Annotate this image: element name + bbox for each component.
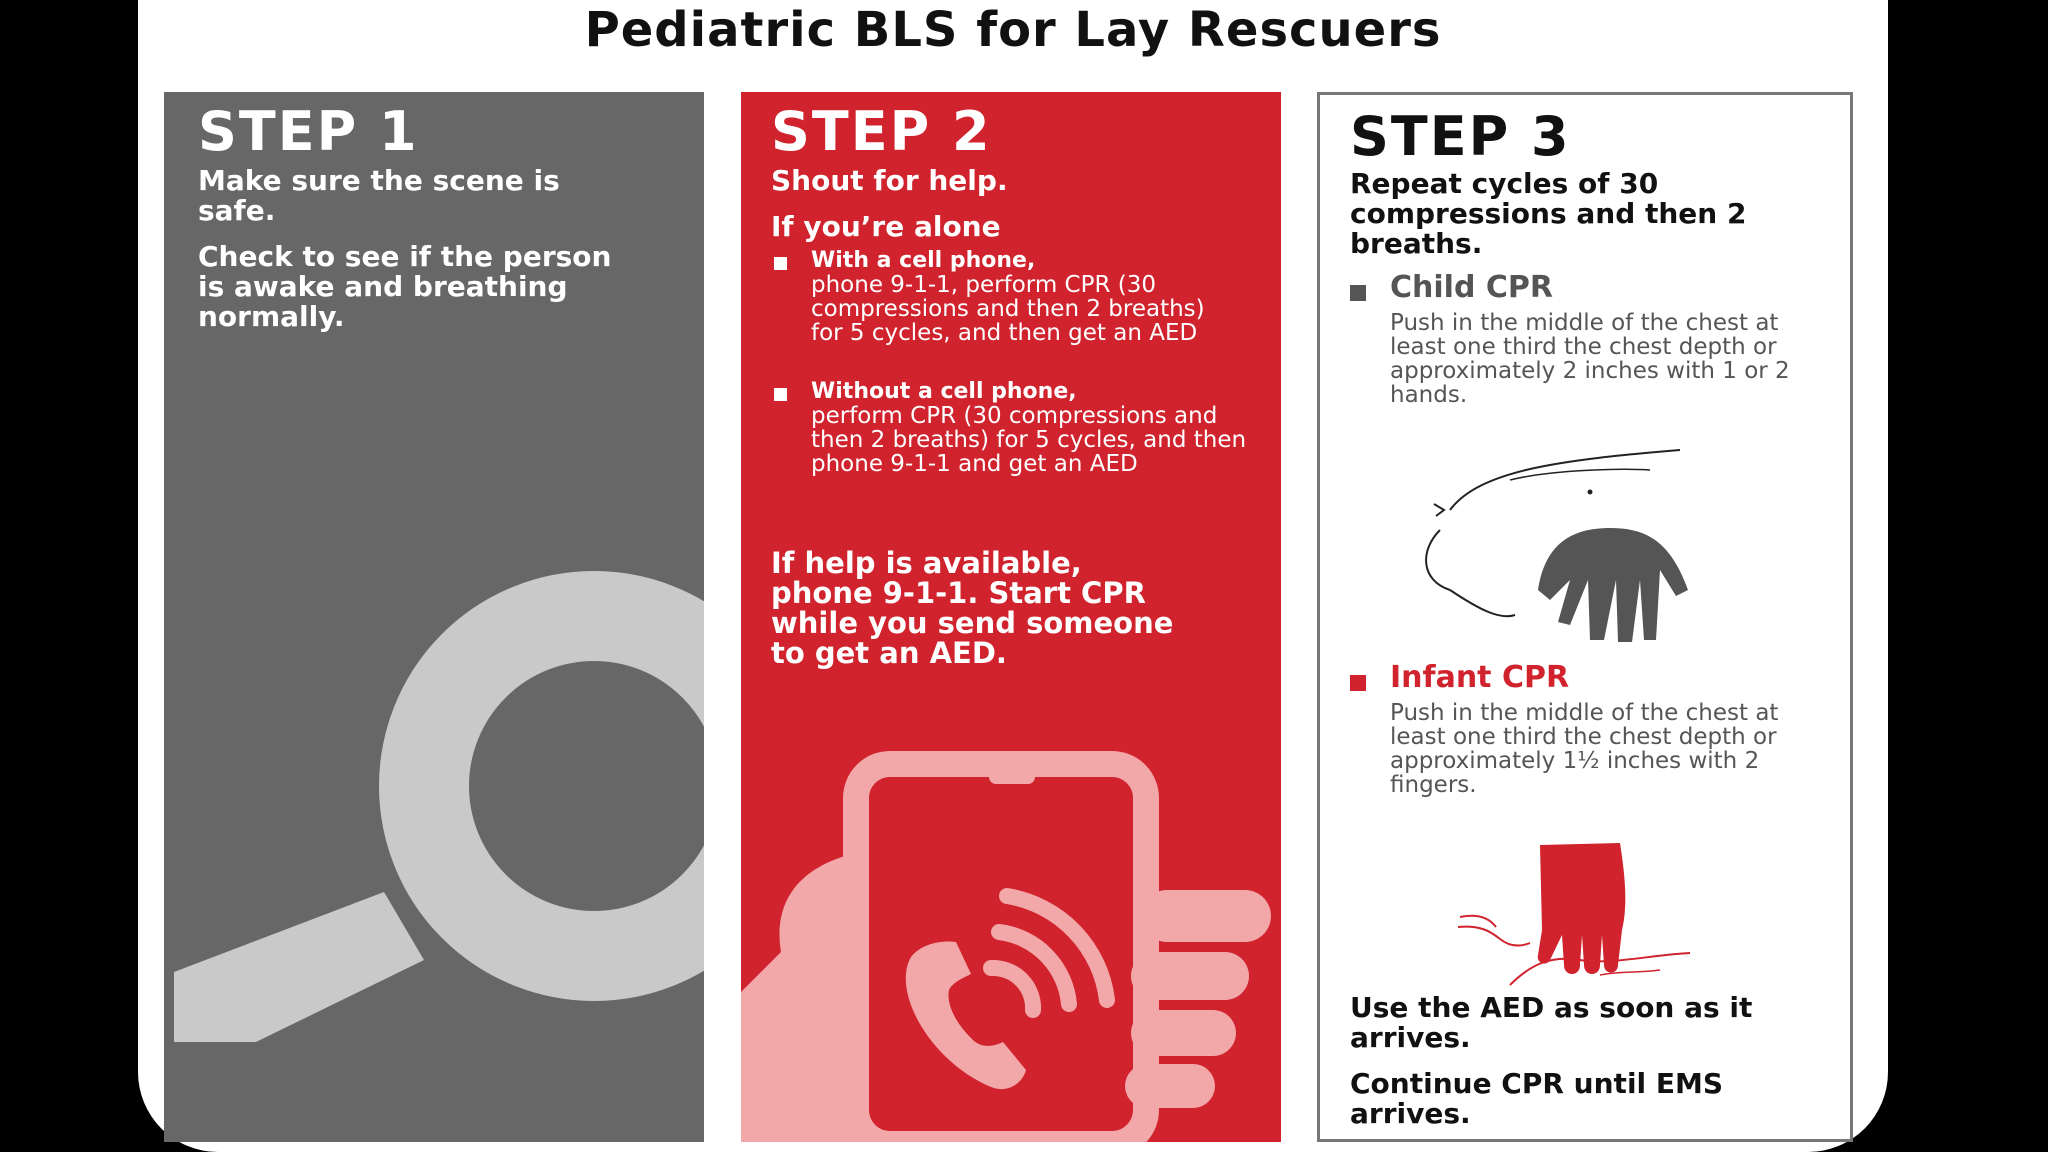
step2-bullet2-body: perform CPR (30 compressions and then 2 breaths) for 5 cycles, and then phone 9-1-1 and get an AED <box>811 403 1247 477</box>
step2-panel <box>741 92 1281 1142</box>
step1-scene-text: Make sure the scene is safe. <box>198 164 560 227</box>
page-title: Pediatric BLS for Lay Rescuers <box>584 2 1442 58</box>
step2-heading: STEP 2 <box>771 100 992 163</box>
step3-repeat-text: Repeat cycles of 30 compressions and then 2 breaths. <box>1350 167 1747 260</box>
step3-panel <box>1317 92 1853 1142</box>
bullet-icon <box>774 388 787 401</box>
step2-bullet2-lead: Without a cell phone, <box>811 379 1077 404</box>
step2-shout-text: Shout for help. <box>771 164 1008 197</box>
step2-bullet2 <box>811 379 1251 476</box>
child-cpr-heading: Child CPR <box>1390 270 1553 305</box>
bullet-icon <box>774 257 787 270</box>
continue-cpr-text: Continue CPR until EMS arrives. <box>1350 1067 1724 1130</box>
step1-panel <box>164 92 704 1142</box>
step1-check-text: Check to see if the person is awake and breathing normally. <box>198 240 612 333</box>
infant-cpr-body: Push in the middle of the chest at least one third the chest depth or approximately 1½ inches with 2 fingers. <box>1390 700 1779 798</box>
use-aed-text: Use the AED as soon as it arrives. <box>1350 991 1753 1054</box>
child-cpr-hand-icon <box>1420 440 1720 650</box>
step2-help-available: If help is available, phone 9-1-1. Start CPR while you send someone to get an AED. <box>771 546 1174 670</box>
bullet-icon <box>1350 675 1366 691</box>
infant-cpr-fingers-icon <box>1450 835 1730 995</box>
step3-heading: STEP 3 <box>1350 105 1571 168</box>
phone-in-hand-icon <box>741 742 1281 1142</box>
magnifying-glass-icon <box>164 522 704 1042</box>
step2-bullet1 <box>811 248 1241 345</box>
step2-alone-heading: If you’re alone <box>771 210 1001 243</box>
child-cpr-body: Push in the middle of the chest at least one third the chest depth or approximately 2 inches with 1 or 2 hands. <box>1390 310 1790 408</box>
step2-bullet1-lead: With a cell phone, <box>811 248 1036 273</box>
step2-bullet1-body: phone 9-1-1, perform CPR (30 compressions and then 2 breaths) for 5 cycles, and then get an AED <box>811 272 1205 346</box>
infant-cpr-heading: Infant CPR <box>1390 660 1570 695</box>
bullet-icon <box>1350 285 1366 301</box>
step1-heading: STEP 1 <box>198 100 419 163</box>
